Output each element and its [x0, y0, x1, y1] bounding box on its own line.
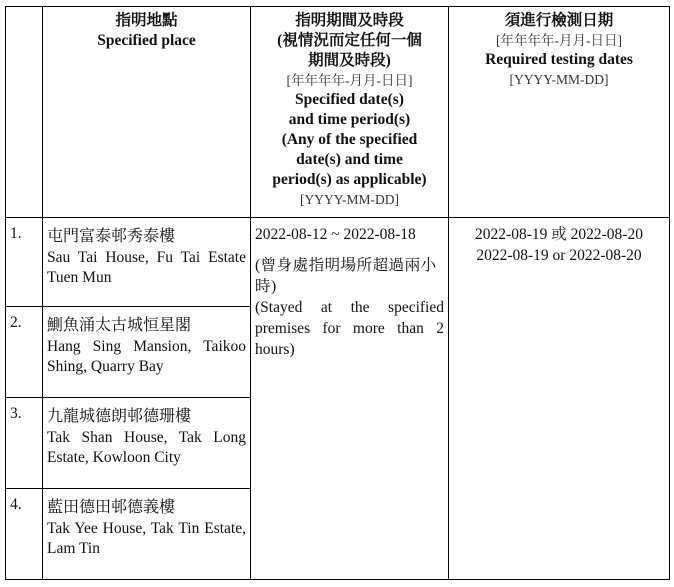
- table-row: [6, 218, 670, 307]
- header-period-en-5: period(s) as applicable): [272, 171, 427, 188]
- header-place-cell: [43, 7, 251, 218]
- row-number: 2.: [6, 307, 43, 398]
- header-period-en-1: Specified date(s): [295, 91, 404, 108]
- header-dates-format-en: [YYYY-MM-DD]: [509, 72, 609, 87]
- header-period-format-en: [YYYY-MM-DD]: [300, 192, 399, 207]
- place-cell: [43, 489, 251, 580]
- header-period-format-zh: [年年年年-月月-日日]: [286, 73, 413, 88]
- header-period-zh-2: (視情況而定任何一個: [277, 32, 422, 49]
- specified-places-table: [5, 6, 670, 580]
- header-period-zh-3: 期間及時段): [308, 52, 391, 69]
- period-cell: [251, 218, 449, 580]
- place-name-zh: 藍田德田邨德義樓: [47, 499, 176, 516]
- header-dates-format-zh: [年年年年-月月-日日]: [496, 33, 622, 48]
- header-period-zh-1: 指明期間及時段: [295, 12, 404, 29]
- header-period-cell: [251, 7, 449, 218]
- header-dates-en: Required testing dates: [485, 51, 633, 68]
- header-period-en-3: (Any of the specified: [281, 131, 418, 148]
- header-row: [6, 7, 670, 218]
- row-number: 3.: [6, 398, 43, 489]
- testing-dates-en: 2022-08-19 or 2022-08-20: [476, 247, 642, 264]
- place-name-en: Tak Shan House, Tak Long Estate, Kowloon City: [47, 429, 246, 466]
- header-place-en: Specified place: [97, 32, 196, 49]
- testing-dates-zh: 2022-08-19 或 2022-08-20: [475, 226, 643, 243]
- testing-dates-cell: [449, 218, 670, 580]
- place-name-en: Tak Yee House, Tak Tin Estate, Lam Tin: [47, 520, 246, 557]
- header-number-cell: [6, 7, 43, 218]
- header-dates-zh: 須進行檢測日期: [504, 12, 614, 29]
- place-name-zh: 屯門富泰邨秀泰樓: [47, 228, 176, 245]
- place-cell: [43, 218, 251, 307]
- header-period-en-4: date(s) and time: [296, 151, 403, 168]
- place-name-zh: 九龍城德朗邨德珊樓: [47, 408, 192, 425]
- period-note-en: (Stayed at the specified premises for more than 2 hours): [255, 299, 444, 358]
- period-note-zh: (曾身處指明場所超過兩小時): [255, 257, 437, 295]
- place-cell: [43, 307, 251, 398]
- place-cell: [43, 398, 251, 489]
- header-place-zh: 指明地點: [115, 12, 178, 29]
- header-period-en-2: and time period(s): [288, 111, 411, 128]
- place-name-zh: 鰂魚涌太古城恒星閣: [47, 317, 192, 334]
- header-dates-cell: [449, 7, 670, 218]
- row-number: 1.: [6, 218, 43, 307]
- row-number: 4.: [6, 489, 43, 580]
- place-name-en: Hang Sing Mansion, Taikoo Shing, Quarry Bay: [47, 338, 246, 375]
- period-range: 2022-08-12 ~ 2022-08-18: [255, 226, 416, 243]
- place-name-en: Sau Tai House, Fu Tai Estate Tuen Mun: [47, 249, 246, 286]
